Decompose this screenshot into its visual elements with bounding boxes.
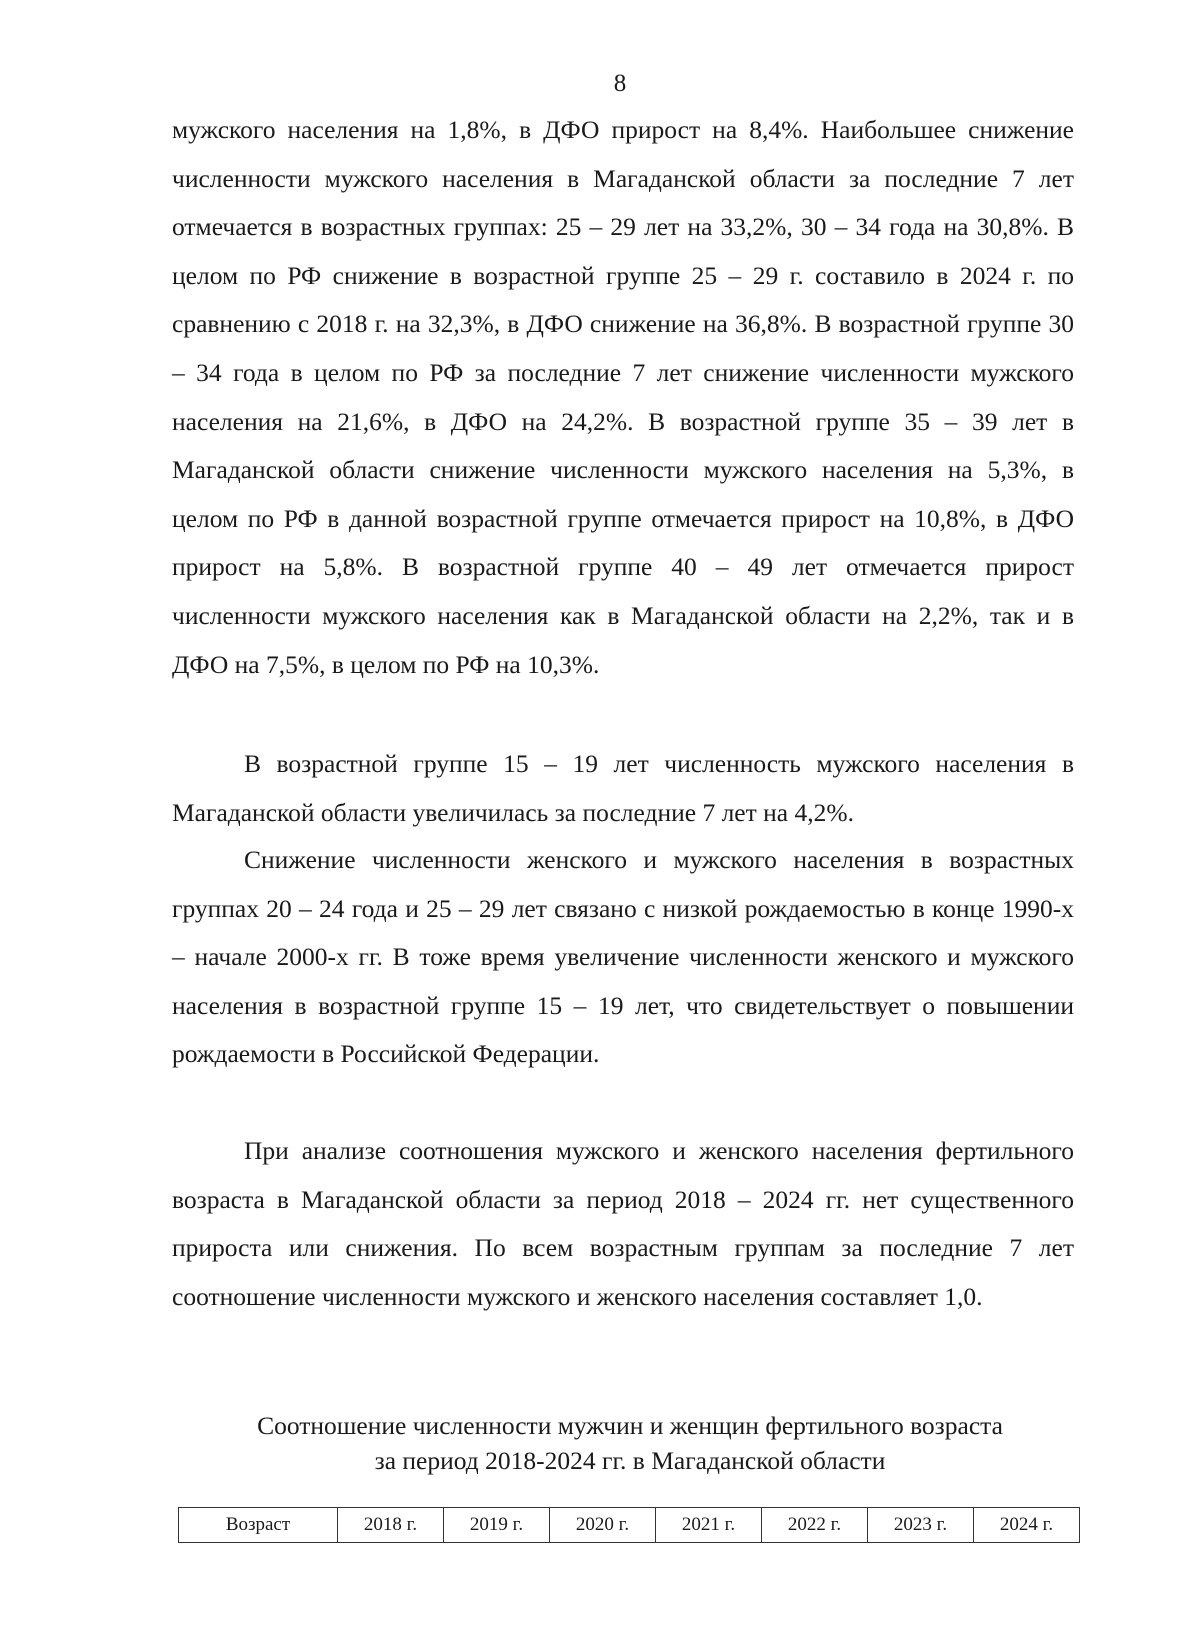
table-caption-line-1: Соотношение численности мужчин и женщин фертильного возраста xyxy=(257,1411,1003,1440)
table-caption-line-2: за период 2018-2024 гг. в Магаданской области xyxy=(374,1446,886,1475)
table-caption xyxy=(150,1408,1110,1478)
paragraph-birthrate-explanation: Снижение численности женского и мужского населения в возрастных группах 20 – 24 года и 25 – 29 лет связано с низкой рождаемостью в конце 1990-х – начале 2000-х гг. В тоже время увеличение численности женского и мужского населения в возрастной группе 15 – 19 лет, что свидетельствует о повышении рождаемости в Российской Федерации. xyxy=(172,845,1074,1069)
header-2022: 2022 г. xyxy=(762,1508,868,1543)
header-2019: 2019 г. xyxy=(444,1508,550,1543)
paragraph-male-population-decline: мужского населения на 1,8%, в ДФО прирост на 8,4%. Наибольшее снижение численности мужского населения в Магаданской области за последние 7 лет отмечается в возрастных группах: 25 – 29 лет на 33,2%, 30 – 34 года на 30,8%. В целом по РФ снижение в возрастной группе 25 – 29 г. составило в 2024 г. по сравнению с 2018 г. на 32,3%, в ДФО снижение на 36,8%. В возрастной группе 30 – 34 года в целом по РФ за последние 7 лет снижение численности мужского населения на 21,6%, в ДФО на 24,2%. В возрастной группе 35 – 39 лет в Магаданской области снижение численности мужского населения на 5,3%, в целом по РФ в данной возрастной группе отмечается прирост на 10,8%, в ДФО прирост на 5,8%. В возрастной группе 40 – 49 лет отмечается прирост численности мужского населения как в Магаданской области на 2,2%, так и в ДФО на 7,5%, в целом по РФ на 10,3%. xyxy=(172,115,1074,679)
header-2024: 2024 г. xyxy=(974,1508,1080,1543)
table-header-row xyxy=(179,1508,1080,1543)
paragraph-sex-ratio-analysis: При анализе соотношения мужского и женского населения фертильного возраста в Магаданской области за период 2018 – 2024 гг. нет существенного прироста или снижения. По всем возрастным группам за последние 7 лет соотношение численности мужского и женского населения составляет 1,0. xyxy=(172,1136,1074,1311)
header-age: Возраст xyxy=(179,1508,338,1543)
header-2018: 2018 г. xyxy=(338,1508,444,1543)
paragraph-15-19-male-growth: В возрастной группе 15 – 19 лет численность мужского населения в Магаданской области увеличилась за последние 7 лет на 4,2%. xyxy=(172,749,1074,827)
page-number: 8 xyxy=(613,70,627,97)
header-2020: 2020 г. xyxy=(550,1508,656,1543)
sex-ratio-table xyxy=(178,1507,1080,1543)
header-2023: 2023 г. xyxy=(868,1508,974,1543)
header-2021: 2021 г. xyxy=(656,1508,762,1543)
